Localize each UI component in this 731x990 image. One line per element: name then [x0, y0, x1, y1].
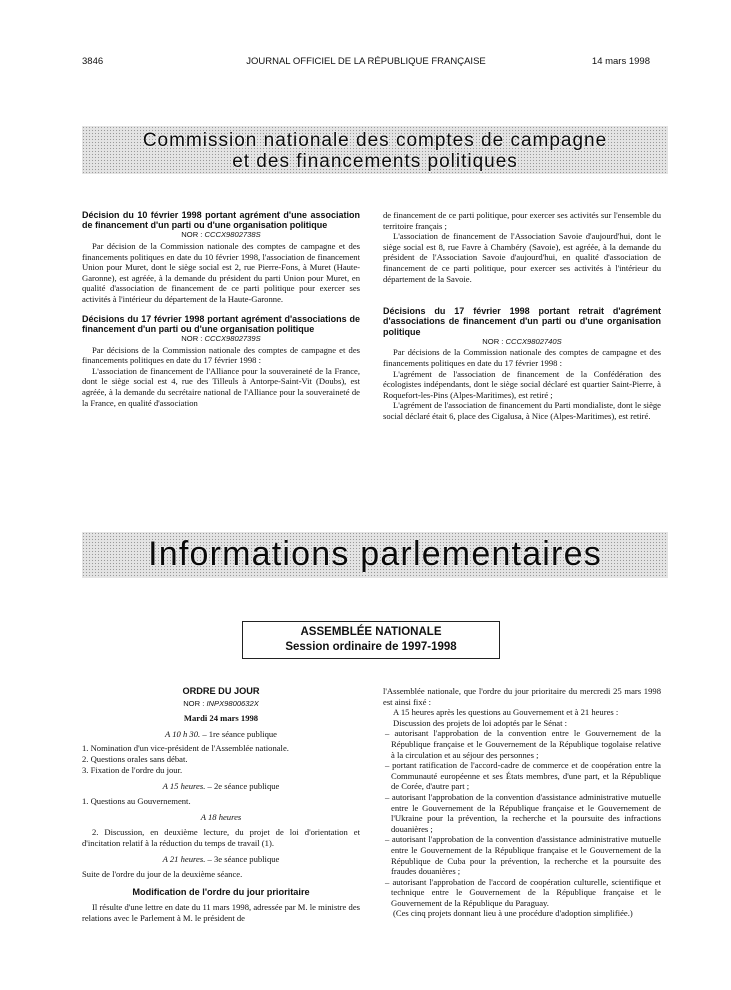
modification-title: Modification de l'ordre du jour prioritaire	[132, 887, 310, 898]
banner-line-1: Commission nationale des comptes de campagne	[142, 130, 608, 151]
journal-title: JOURNAL OFFICIEL DE LA RÉPUBLIQUE FRANÇAISE	[246, 56, 486, 67]
ordre-date: Mardi 24 mars 1998	[183, 713, 259, 724]
banner-line-2: et des financements politiques	[232, 151, 518, 172]
projet-item: – autorisant l'approbation de la convention d'assistance administrative mutuelle entre le Gouvernement de la République française et le Gouvernement de l'Ukraine pour la prévention, la recherche et la poursuite des infractions douanières ;	[385, 791, 661, 834]
session-title: Session ordinaire de 1997-1998	[285, 641, 457, 653]
left-column-bottom	[82, 686, 360, 923]
session-3-heading: A 18 heures	[200, 812, 242, 823]
session-1-item: 2. Questions orales sans débat.	[82, 753, 188, 764]
projet-item: – autorisant l'approbation de la convention d'assistance administrative mutuelle entre le Gouvernement de la République française et le Gouvernement de la République de Cuba pour la prévention, la recherche et la poursuite des fraudes douanières ;	[385, 834, 661, 877]
decision-3-text-2: L'agrément de l'association de financement de la Confédération des écologistes indépendants, dont le siège social déclaré est quartier Saint-Pierre, à Roquefort-les-Pins (Alpes-Maritimes), est retiré ;	[383, 368, 661, 400]
decision-2-title: Décisions du 17 février 1998 portant agrément d'associations de financement d'un parti ou d'une organisation politique	[82, 313, 360, 334]
session-1-item: 1. Nomination d'un vice-président de l'Assemblée nationale.	[82, 743, 289, 754]
issue-date: 14 mars 1998	[591, 56, 650, 67]
commission-banner	[82, 126, 668, 174]
ordre-prioritaire-text: l'Assemblée nationale, que l'ordre du jour prioritaire du mercredi 25 mars 1998 est ainsi fixé :	[383, 686, 661, 707]
projet-item: – autorisant l'approbation de l'accord de coopération culturelle, scientifique et technique entre le Gouvernement de la République française et le Gouvernement de la République du Paraguay.	[385, 876, 661, 908]
session-4-heading: A 21 heures. – 3e séance publique	[162, 854, 280, 865]
projet-item: – autorisant l'approbation de la convention entre le Gouvernement de la République française et le Gouvernement de la République togolaise relative à la circulation et au séjour des personnes ;	[385, 728, 661, 760]
continued-text: de financement de ce parti politique, pour exercer ses activités sur l'ensemble du territoire français ;	[383, 210, 661, 231]
projet-item: – portant ratification de l'accord-cadre de commerce et de coopération entre la Communauté européenne et ses États membres, d'une part, et la République de Corée, d'autre part ;	[385, 760, 661, 792]
decision-2-nor: NOR : CCCX9802739S	[181, 333, 261, 343]
left-column-top	[82, 210, 360, 408]
session-2-heading: A 15 heures. – 2e séance publique	[162, 781, 280, 792]
decision-3-nor: NOR : CCCX9802740S	[482, 336, 562, 346]
decision-2-text-2: L'association de financement de l'Alliance pour la souveraineté de la France, dont le siège social est 4, rue des Tilleuls à Antorpe-Saint-Vit (Doubs), est agréée, à la demande du secrétaire national de l'Alliance pour la souveraineté de la France, en qualité d'association	[82, 365, 360, 408]
decision-1-title: Décision du 10 février 1998 portant agrément d'une association de financement d'un parti ou d'une organisation politique	[82, 210, 360, 231]
modification-text: Il résulte d'une lettre en date du 11 mars 1998, adressée par M. le ministre des relations avec le Parlement à M. le président de	[82, 901, 360, 923]
informations-banner	[82, 532, 668, 578]
decision-1-nor: NOR : CCCX9802738S	[181, 230, 261, 240]
decision-3-title: Décisions du 17 février 1998 portant retrait d'agrément d'associations de financement d'un parti ou d'une organisation politique	[383, 306, 661, 337]
decision-2-text-1: Par décisions de la Commission nationale des comptes de campagne et des financements politiques en date du 17 février 1998 :	[82, 344, 360, 366]
procedure-note: (Ces cinq projets donnant lieu à une procédure d'adoption simplifiée.)	[393, 908, 633, 919]
session-1-item: 3. Fixation de l'ordre du jour.	[82, 764, 183, 775]
decision-3-text-3: L'agrément de l'association de financement du Parti mondialiste, dont le siège social déclaré était 6, place des Cigalusa, à Nice (Alpes-Maritimes), est retiré.	[383, 400, 661, 421]
ordre-nor: NOR : INPX9800632X	[183, 698, 259, 708]
session-4-item: Suite de l'ordre du jour de la deuxième séance.	[82, 868, 243, 879]
page-number: 3846	[82, 56, 104, 67]
projets-list	[383, 728, 661, 908]
ordre-title: ORDRE DU JOUR	[182, 686, 260, 696]
right-column-top	[383, 210, 661, 422]
decision-1-text: Par décision de la Commission nationale des comptes de campagne et des financements politiques en date du 10 février 1998, l'association de financement Union pour Muret, dont le siège social est 2, rue Pierre-Fons, à Muret (Haute-Garonne), est agréée, à la demande du président du parti Union pour Muret, en qualité d'association de financement de ce parti politique pour exercer ses activités à l'intérieur du département de la Haute-Garonne.	[82, 241, 360, 304]
ordre-prioritaire-time: A 15 heures après les questions au Gouvernement et à 21 heures :	[393, 707, 619, 718]
discussion-intro: Discussion des projets de loi adoptés par le Sénat :	[393, 717, 567, 728]
session-3-item: 2. Discussion, en deuxième lecture, du projet de loi d'orientation et d'incitation relatif à la réduction du temps de travail (1).	[82, 826, 360, 848]
assemblee-box	[242, 621, 500, 659]
savoie-text: L'association de financement de l'Association Savoie d'aujourd'hui, dont le siège social est 8, rue Favre à Chambéry (Savoie), est agréée, à la demande du président de l'Association Savoie d'aujourd'hui, en qualité d'association de financement de ce parti politique, pour exercer ses activités à l'intérieur du département de la Savoie.	[383, 231, 661, 284]
banner-title: Informations parlementaires	[148, 535, 602, 573]
right-column-bottom	[383, 686, 661, 919]
session-1-heading: A 10 h 30. – 1re séance publique	[164, 728, 278, 739]
assemblee-title: ASSEMBLÉE NATIONALE	[300, 626, 442, 638]
decision-3-text-1: Par décisions de la Commission nationale des comptes de campagne et des financements politiques en date du 17 février 1998 :	[383, 347, 661, 368]
session-2-item: 1. Questions au Gouvernement.	[82, 795, 191, 806]
